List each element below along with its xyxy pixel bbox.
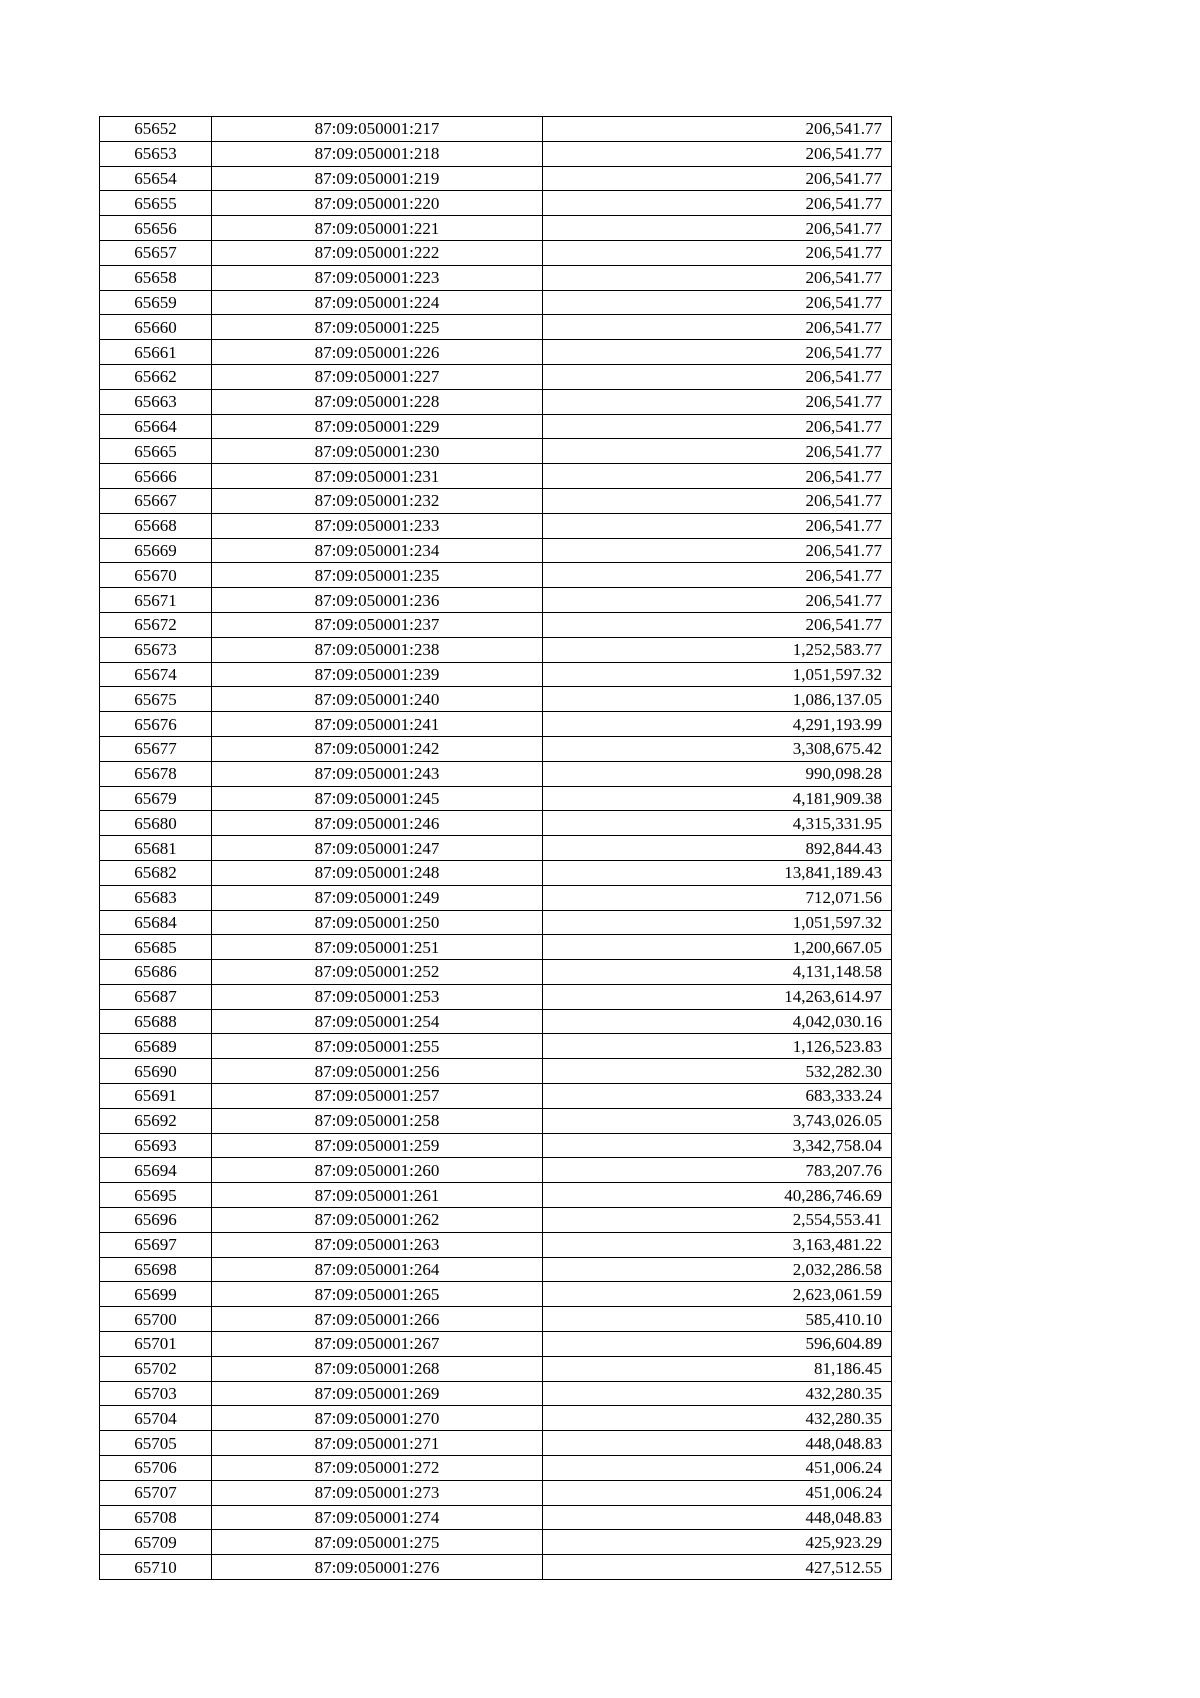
row-number-cell: 65678 bbox=[100, 761, 212, 786]
row-number-cell: 65697 bbox=[100, 1232, 212, 1257]
value-cell: 3,743,026.05 bbox=[543, 1108, 892, 1133]
table-row bbox=[100, 1307, 892, 1332]
cadastral-number-cell: 87:09:050001:225 bbox=[212, 315, 543, 340]
value-cell: 81,186.45 bbox=[543, 1356, 892, 1381]
row-number-cell: 65686 bbox=[100, 960, 212, 985]
value-cell: 4,291,193.99 bbox=[543, 712, 892, 737]
value-cell: 4,042,030.16 bbox=[543, 1009, 892, 1034]
table-row bbox=[100, 141, 892, 166]
value-cell: 13,841,189.43 bbox=[543, 860, 892, 885]
cadastral-number-cell: 87:09:050001:229 bbox=[212, 414, 543, 439]
row-number-cell: 65658 bbox=[100, 265, 212, 290]
table-row bbox=[100, 488, 892, 513]
cadastral-number-cell: 87:09:050001:259 bbox=[212, 1133, 543, 1158]
row-number-cell: 65703 bbox=[100, 1381, 212, 1406]
row-number-cell: 65663 bbox=[100, 389, 212, 414]
table-row bbox=[100, 960, 892, 985]
row-number-cell: 65692 bbox=[100, 1108, 212, 1133]
value-cell: 532,282.30 bbox=[543, 1059, 892, 1084]
table-row bbox=[100, 1480, 892, 1505]
table-row bbox=[100, 166, 892, 191]
value-cell: 206,541.77 bbox=[543, 488, 892, 513]
row-number-cell: 65707 bbox=[100, 1480, 212, 1505]
row-number-cell: 65691 bbox=[100, 1084, 212, 1109]
row-number-cell: 65705 bbox=[100, 1431, 212, 1456]
value-cell: 1,051,597.32 bbox=[543, 662, 892, 687]
value-cell: 206,541.77 bbox=[543, 538, 892, 563]
cadastral-number-cell: 87:09:050001:256 bbox=[212, 1059, 543, 1084]
table-row bbox=[100, 290, 892, 315]
row-number-cell: 65679 bbox=[100, 786, 212, 811]
value-cell: 1,051,597.32 bbox=[543, 910, 892, 935]
table-row bbox=[100, 1059, 892, 1084]
value-cell: 1,252,583.77 bbox=[543, 637, 892, 662]
row-number-cell: 65704 bbox=[100, 1406, 212, 1431]
row-number-cell: 65671 bbox=[100, 588, 212, 613]
table-row bbox=[100, 1158, 892, 1183]
row-number-cell: 65680 bbox=[100, 811, 212, 836]
cadastral-number-cell: 87:09:050001:252 bbox=[212, 960, 543, 985]
value-cell: 206,541.77 bbox=[543, 265, 892, 290]
table-row bbox=[100, 315, 892, 340]
value-cell: 206,541.77 bbox=[543, 191, 892, 216]
table-body bbox=[100, 117, 892, 1580]
row-number-cell: 65690 bbox=[100, 1059, 212, 1084]
table-row bbox=[100, 1431, 892, 1456]
value-cell: 3,163,481.22 bbox=[543, 1232, 892, 1257]
table-row bbox=[100, 439, 892, 464]
value-cell: 451,006.24 bbox=[543, 1456, 892, 1481]
row-number-cell: 65687 bbox=[100, 984, 212, 1009]
cadastral-number-cell: 87:09:050001:258 bbox=[212, 1108, 543, 1133]
table-row bbox=[100, 240, 892, 265]
table-row bbox=[100, 1108, 892, 1133]
table-row bbox=[100, 1009, 892, 1034]
table-row bbox=[100, 1332, 892, 1357]
row-number-cell: 65666 bbox=[100, 464, 212, 489]
value-cell: 585,410.10 bbox=[543, 1307, 892, 1332]
value-cell: 1,086,137.05 bbox=[543, 687, 892, 712]
cadastral-number-cell: 87:09:050001:275 bbox=[212, 1530, 543, 1555]
value-cell: 2,032,286.58 bbox=[543, 1257, 892, 1282]
cadastral-number-cell: 87:09:050001:265 bbox=[212, 1282, 543, 1307]
row-number-cell: 65661 bbox=[100, 340, 212, 365]
row-number-cell: 65708 bbox=[100, 1505, 212, 1530]
cadastral-number-cell: 87:09:050001:228 bbox=[212, 389, 543, 414]
cadastral-number-cell: 87:09:050001:240 bbox=[212, 687, 543, 712]
cadastral-number-cell: 87:09:050001:224 bbox=[212, 290, 543, 315]
row-number-cell: 65698 bbox=[100, 1257, 212, 1282]
row-number-cell: 65654 bbox=[100, 166, 212, 191]
table-row bbox=[100, 216, 892, 241]
cadastral-number-cell: 87:09:050001:227 bbox=[212, 364, 543, 389]
row-number-cell: 65699 bbox=[100, 1282, 212, 1307]
cadastral-number-cell: 87:09:050001:245 bbox=[212, 786, 543, 811]
row-number-cell: 65660 bbox=[100, 315, 212, 340]
cadastral-number-cell: 87:09:050001:235 bbox=[212, 563, 543, 588]
row-number-cell: 65683 bbox=[100, 885, 212, 910]
table-row bbox=[100, 389, 892, 414]
row-number-cell: 65673 bbox=[100, 637, 212, 662]
table-row bbox=[100, 1530, 892, 1555]
table-row bbox=[100, 1456, 892, 1481]
cadastral-number-cell: 87:09:050001:262 bbox=[212, 1208, 543, 1233]
value-cell: 206,541.77 bbox=[543, 240, 892, 265]
row-number-cell: 65706 bbox=[100, 1456, 212, 1481]
cadastral-number-cell: 87:09:050001:260 bbox=[212, 1158, 543, 1183]
table-row bbox=[100, 736, 892, 761]
row-number-cell: 65669 bbox=[100, 538, 212, 563]
cadastral-number-cell: 87:09:050001:220 bbox=[212, 191, 543, 216]
cadastral-number-cell: 87:09:050001:238 bbox=[212, 637, 543, 662]
table-row bbox=[100, 1282, 892, 1307]
table-row bbox=[100, 786, 892, 811]
cadastral-number-cell: 87:09:050001:242 bbox=[212, 736, 543, 761]
table-row bbox=[100, 612, 892, 637]
cadastral-number-cell: 87:09:050001:231 bbox=[212, 464, 543, 489]
cadastral-number-cell: 87:09:050001:249 bbox=[212, 885, 543, 910]
row-number-cell: 65681 bbox=[100, 836, 212, 861]
table-row bbox=[100, 761, 892, 786]
cadastral-number-cell: 87:09:050001:271 bbox=[212, 1431, 543, 1456]
cadastral-number-cell: 87:09:050001:221 bbox=[212, 216, 543, 241]
table-row bbox=[100, 340, 892, 365]
cadastral-number-cell: 87:09:050001:232 bbox=[212, 488, 543, 513]
value-cell: 990,098.28 bbox=[543, 761, 892, 786]
table-row bbox=[100, 1381, 892, 1406]
cadastral-number-cell: 87:09:050001:253 bbox=[212, 984, 543, 1009]
row-number-cell: 65709 bbox=[100, 1530, 212, 1555]
cadastral-number-cell: 87:09:050001:233 bbox=[212, 513, 543, 538]
cadastral-number-cell: 87:09:050001:267 bbox=[212, 1332, 543, 1357]
value-cell: 432,280.35 bbox=[543, 1406, 892, 1431]
cadastral-number-cell: 87:09:050001:254 bbox=[212, 1009, 543, 1034]
value-cell: 206,541.77 bbox=[543, 563, 892, 588]
row-number-cell: 65659 bbox=[100, 290, 212, 315]
data-table bbox=[99, 116, 892, 1580]
row-number-cell: 65667 bbox=[100, 488, 212, 513]
value-cell: 4,131,148.58 bbox=[543, 960, 892, 985]
value-cell: 432,280.35 bbox=[543, 1381, 892, 1406]
table-row bbox=[100, 1257, 892, 1282]
row-number-cell: 65674 bbox=[100, 662, 212, 687]
value-cell: 206,541.77 bbox=[543, 612, 892, 637]
table-row bbox=[100, 662, 892, 687]
table-row bbox=[100, 637, 892, 662]
table-row bbox=[100, 836, 892, 861]
cadastral-number-cell: 87:09:050001:230 bbox=[212, 439, 543, 464]
table-row bbox=[100, 687, 892, 712]
value-cell: 206,541.77 bbox=[543, 464, 892, 489]
row-number-cell: 65701 bbox=[100, 1332, 212, 1357]
table-row bbox=[100, 1133, 892, 1158]
table-row bbox=[100, 885, 892, 910]
row-number-cell: 65672 bbox=[100, 612, 212, 637]
value-cell: 427,512.55 bbox=[543, 1555, 892, 1580]
cadastral-number-cell: 87:09:050001:248 bbox=[212, 860, 543, 885]
cadastral-number-cell: 87:09:050001:266 bbox=[212, 1307, 543, 1332]
table-row bbox=[100, 364, 892, 389]
row-number-cell: 65696 bbox=[100, 1208, 212, 1233]
row-number-cell: 65653 bbox=[100, 141, 212, 166]
row-number-cell: 65668 bbox=[100, 513, 212, 538]
table-row bbox=[100, 513, 892, 538]
cadastral-number-cell: 87:09:050001:219 bbox=[212, 166, 543, 191]
value-cell: 206,541.77 bbox=[543, 315, 892, 340]
table-row bbox=[100, 1183, 892, 1208]
cadastral-number-cell: 87:09:050001:250 bbox=[212, 910, 543, 935]
table-row bbox=[100, 1555, 892, 1580]
table-row bbox=[100, 265, 892, 290]
cadastral-number-cell: 87:09:050001:261 bbox=[212, 1183, 543, 1208]
table-row bbox=[100, 538, 892, 563]
value-cell: 206,541.77 bbox=[543, 141, 892, 166]
table-row bbox=[100, 191, 892, 216]
value-cell: 448,048.83 bbox=[543, 1431, 892, 1456]
cadastral-number-cell: 87:09:050001:263 bbox=[212, 1232, 543, 1257]
cadastral-number-cell: 87:09:050001:272 bbox=[212, 1456, 543, 1481]
cadastral-number-cell: 87:09:050001:255 bbox=[212, 1034, 543, 1059]
cadastral-number-cell: 87:09:050001:276 bbox=[212, 1555, 543, 1580]
row-number-cell: 65657 bbox=[100, 240, 212, 265]
row-number-cell: 65664 bbox=[100, 414, 212, 439]
value-cell: 40,286,746.69 bbox=[543, 1183, 892, 1208]
row-number-cell: 65670 bbox=[100, 563, 212, 588]
value-cell: 206,541.77 bbox=[543, 588, 892, 613]
value-cell: 206,541.77 bbox=[543, 389, 892, 414]
value-cell: 712,071.56 bbox=[543, 885, 892, 910]
row-number-cell: 65685 bbox=[100, 935, 212, 960]
cadastral-number-cell: 87:09:050001:257 bbox=[212, 1084, 543, 1109]
row-number-cell: 65702 bbox=[100, 1356, 212, 1381]
row-number-cell: 65675 bbox=[100, 687, 212, 712]
value-cell: 3,342,758.04 bbox=[543, 1133, 892, 1158]
row-number-cell: 65677 bbox=[100, 736, 212, 761]
table-row bbox=[100, 1034, 892, 1059]
cadastral-number-cell: 87:09:050001:273 bbox=[212, 1480, 543, 1505]
table-row bbox=[100, 1505, 892, 1530]
value-cell: 448,048.83 bbox=[543, 1505, 892, 1530]
row-number-cell: 65693 bbox=[100, 1133, 212, 1158]
cadastral-number-cell: 87:09:050001:270 bbox=[212, 1406, 543, 1431]
cadastral-number-cell: 87:09:050001:269 bbox=[212, 1381, 543, 1406]
row-number-cell: 65662 bbox=[100, 364, 212, 389]
cadastral-number-cell: 87:09:050001:236 bbox=[212, 588, 543, 613]
cadastral-number-cell: 87:09:050001:218 bbox=[212, 141, 543, 166]
row-number-cell: 65676 bbox=[100, 712, 212, 737]
row-number-cell: 65689 bbox=[100, 1034, 212, 1059]
row-number-cell: 65688 bbox=[100, 1009, 212, 1034]
table-row bbox=[100, 935, 892, 960]
cadastral-number-cell: 87:09:050001:251 bbox=[212, 935, 543, 960]
table-row bbox=[100, 712, 892, 737]
cadastral-number-cell: 87:09:050001:241 bbox=[212, 712, 543, 737]
value-cell: 206,541.77 bbox=[543, 513, 892, 538]
cadastral-number-cell: 87:09:050001:222 bbox=[212, 240, 543, 265]
cadastral-number-cell: 87:09:050001:268 bbox=[212, 1356, 543, 1381]
table-row bbox=[100, 1232, 892, 1257]
row-number-cell: 65665 bbox=[100, 439, 212, 464]
value-cell: 3,308,675.42 bbox=[543, 736, 892, 761]
value-cell: 14,263,614.97 bbox=[543, 984, 892, 1009]
value-cell: 206,541.77 bbox=[543, 216, 892, 241]
table-row bbox=[100, 464, 892, 489]
table-row bbox=[100, 811, 892, 836]
value-cell: 2,623,061.59 bbox=[543, 1282, 892, 1307]
value-cell: 206,541.77 bbox=[543, 414, 892, 439]
row-number-cell: 65652 bbox=[100, 117, 212, 142]
table-row bbox=[100, 860, 892, 885]
cadastral-number-cell: 87:09:050001:217 bbox=[212, 117, 543, 142]
value-cell: 892,844.43 bbox=[543, 836, 892, 861]
value-cell: 206,541.77 bbox=[543, 439, 892, 464]
value-cell: 206,541.77 bbox=[543, 166, 892, 191]
value-cell: 4,181,909.38 bbox=[543, 786, 892, 811]
value-cell: 783,207.76 bbox=[543, 1158, 892, 1183]
cadastral-number-cell: 87:09:050001:264 bbox=[212, 1257, 543, 1282]
cadastral-number-cell: 87:09:050001:274 bbox=[212, 1505, 543, 1530]
value-cell: 683,333.24 bbox=[543, 1084, 892, 1109]
value-cell: 206,541.77 bbox=[543, 364, 892, 389]
table-row bbox=[100, 910, 892, 935]
table-row bbox=[100, 117, 892, 142]
table-row bbox=[100, 588, 892, 613]
value-cell: 1,126,523.83 bbox=[543, 1034, 892, 1059]
cadastral-number-cell: 87:09:050001:246 bbox=[212, 811, 543, 836]
cadastral-number-cell: 87:09:050001:226 bbox=[212, 340, 543, 365]
table-row bbox=[100, 414, 892, 439]
row-number-cell: 65695 bbox=[100, 1183, 212, 1208]
value-cell: 206,541.77 bbox=[543, 340, 892, 365]
row-number-cell: 65684 bbox=[100, 910, 212, 935]
row-number-cell: 65710 bbox=[100, 1555, 212, 1580]
cadastral-number-cell: 87:09:050001:237 bbox=[212, 612, 543, 637]
cadastral-number-cell: 87:09:050001:247 bbox=[212, 836, 543, 861]
row-number-cell: 65682 bbox=[100, 860, 212, 885]
value-cell: 451,006.24 bbox=[543, 1480, 892, 1505]
value-cell: 206,541.77 bbox=[543, 117, 892, 142]
table-row bbox=[100, 1208, 892, 1233]
value-cell: 206,541.77 bbox=[543, 290, 892, 315]
value-cell: 2,554,553.41 bbox=[543, 1208, 892, 1233]
cadastral-number-cell: 87:09:050001:243 bbox=[212, 761, 543, 786]
table-row bbox=[100, 1356, 892, 1381]
row-number-cell: 65656 bbox=[100, 216, 212, 241]
row-number-cell: 65655 bbox=[100, 191, 212, 216]
value-cell: 425,923.29 bbox=[543, 1530, 892, 1555]
table-row bbox=[100, 563, 892, 588]
table-row bbox=[100, 984, 892, 1009]
cadastral-number-cell: 87:09:050001:234 bbox=[212, 538, 543, 563]
cadastral-number-cell: 87:09:050001:239 bbox=[212, 662, 543, 687]
table-row bbox=[100, 1406, 892, 1431]
cadastral-number-cell: 87:09:050001:223 bbox=[212, 265, 543, 290]
value-cell: 4,315,331.95 bbox=[543, 811, 892, 836]
row-number-cell: 65700 bbox=[100, 1307, 212, 1332]
table-row bbox=[100, 1084, 892, 1109]
value-cell: 596,604.89 bbox=[543, 1332, 892, 1357]
row-number-cell: 65694 bbox=[100, 1158, 212, 1183]
value-cell: 1,200,667.05 bbox=[543, 935, 892, 960]
